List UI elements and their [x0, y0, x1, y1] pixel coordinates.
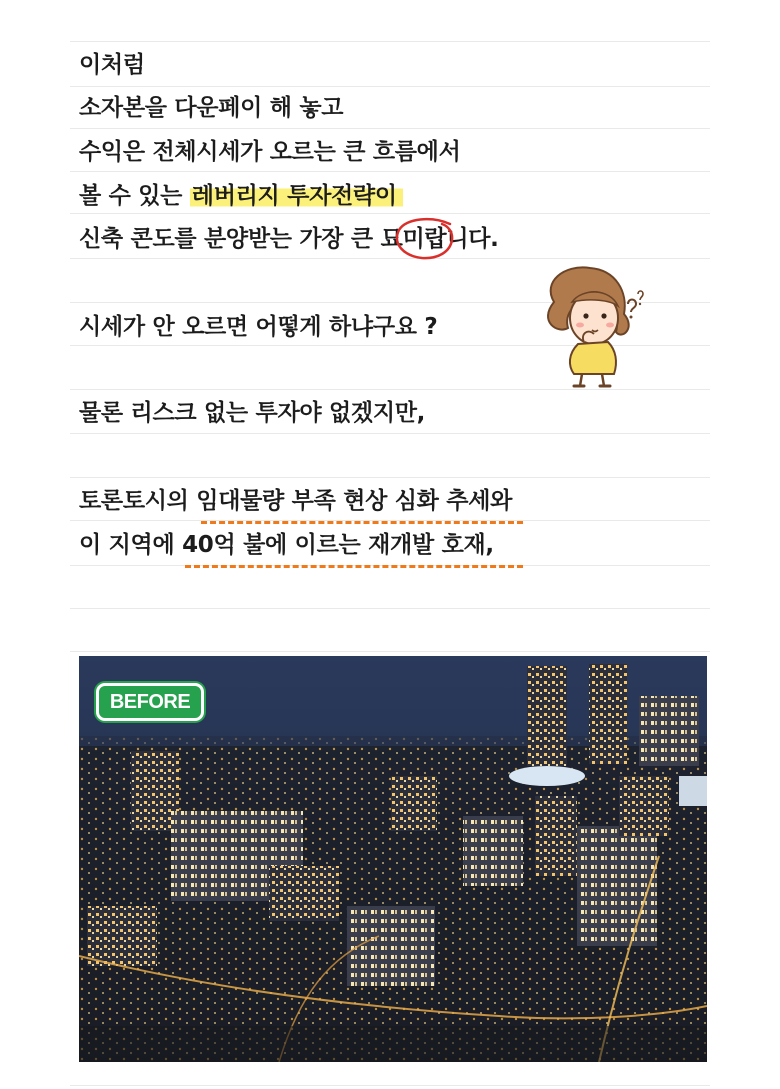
thinking-girl-illustration [524, 262, 648, 392]
text-segment: 볼 수 있는 [79, 183, 190, 209]
divider [70, 608, 710, 609]
divider [70, 86, 710, 87]
divider [70, 433, 710, 434]
dashed-underline [201, 521, 523, 524]
text-line: 소자본을 다운페이 해 놓고 [79, 95, 344, 121]
text-line: 토론토시의 임대물량 부족 현상 심화 추세와 [79, 488, 513, 514]
text-line: 물론 리스크 없는 투자야 없겠지만, [79, 400, 426, 426]
city-night-photo [79, 656, 707, 1062]
red-circle-mark [392, 214, 460, 264]
text-line [79, 181, 403, 211]
text-segment: 신축 콘도를 분양받는 가장 큰 [79, 226, 381, 252]
divider [70, 171, 710, 172]
divider [70, 1085, 710, 1086]
divider [70, 41, 710, 42]
divider [70, 258, 710, 259]
text-line: 시세가 안 오르면 어떻게 하냐구요 ? [79, 314, 438, 340]
divider [70, 128, 710, 129]
divider [70, 651, 710, 652]
dashed-underline [185, 565, 523, 568]
text-line: 수익은 전체시세가 오르는 큰 흐름에서 [79, 139, 461, 165]
text-line: 이처럼 [79, 52, 145, 78]
circled-word: 묘미 [380, 226, 425, 252]
highlighted-phrase: 레버리지 투자전략이 [190, 183, 403, 209]
text-segment: 랍니다. [424, 226, 499, 252]
before-badge: BEFORE [96, 683, 204, 721]
divider [70, 477, 710, 478]
text-line: 이 지역에 40억 불에 이르는 재개발 호재, [79, 532, 494, 558]
divider [70, 213, 710, 214]
